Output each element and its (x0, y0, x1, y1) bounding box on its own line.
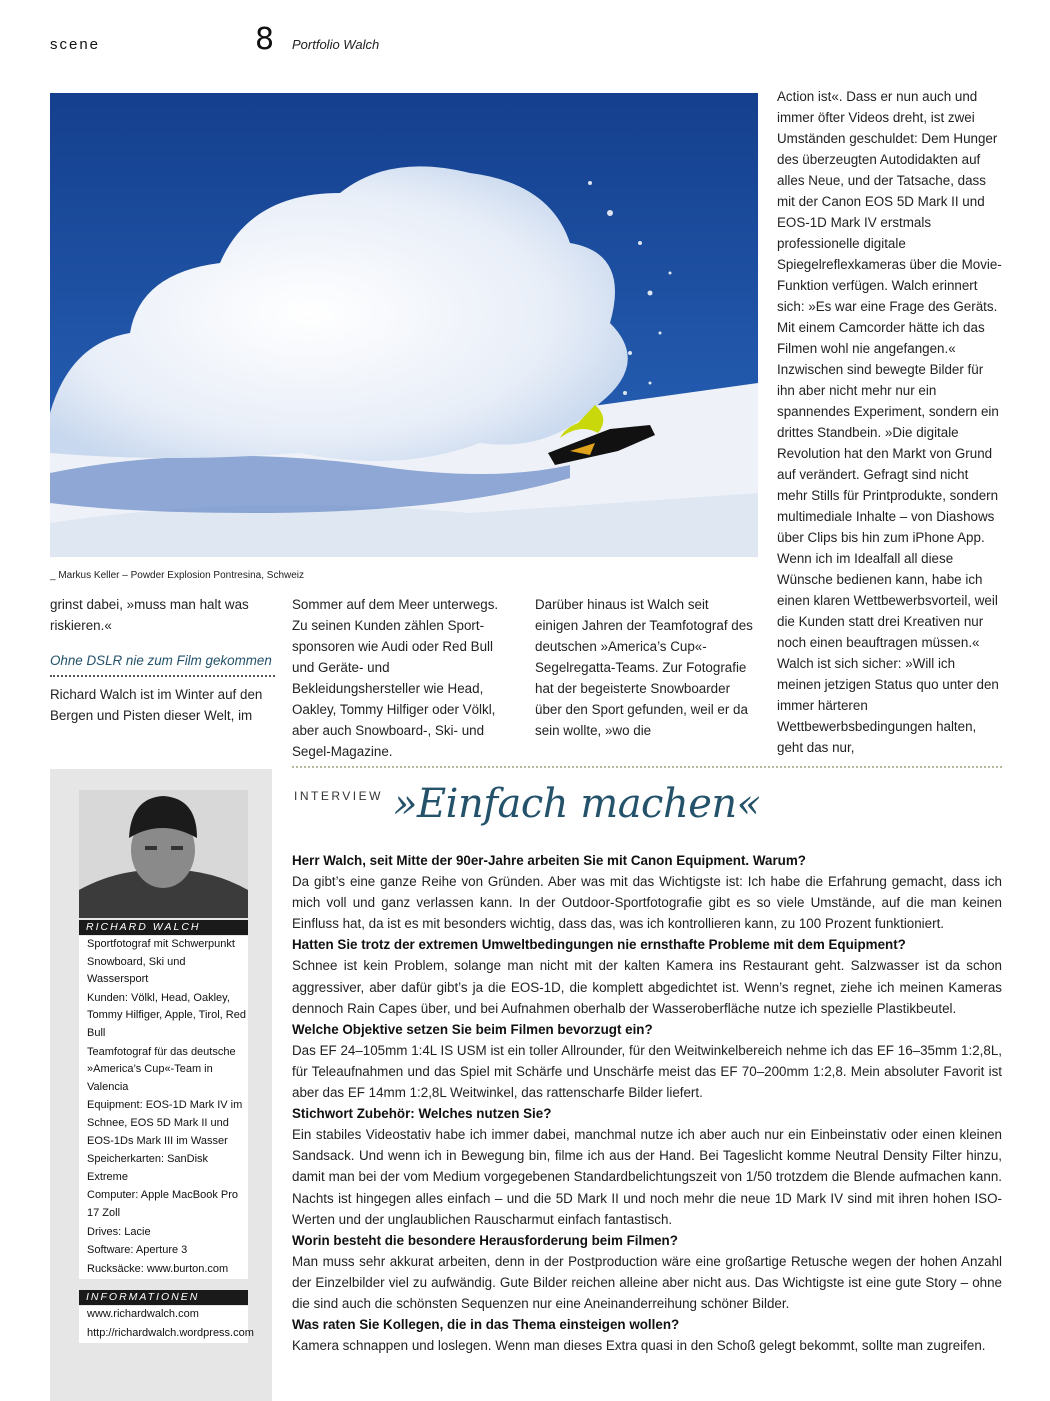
interview-question: Worin besteht die besondere Herausforderung beim Filmen? (292, 1232, 678, 1248)
sidebar-fact: Rucksäcke: www.burton.com (79, 1261, 248, 1280)
portrait-photo (79, 790, 248, 918)
column-3 (535, 594, 755, 741)
photo-caption: _ Markus Keller – Powder Explosion Pontresina, Schweiz (50, 570, 305, 581)
interview-answer: Da gibt’s eine ganze Reihe von Gründen. Aber was mit das Wichtigste ist: Ich habe die Erfahrung gemacht, dass ich mich voll und ganz verlassen kann. In der Outdoor-Sportfotografie gibt es so viele Umstände, auf die man keinen Einfluss hat, da ist es mit besonders wichtig, dass das, was ich kontrollieren kann, zu 100 Prozent funktioniert. (292, 874, 1002, 932)
sidebar-fact: Drives: Lacie (79, 1224, 248, 1243)
sidebar-fact: Computer: Apple MacBook Pro 17 Zoll (79, 1187, 248, 1223)
snowboard-photo (50, 93, 758, 557)
sidebar-info-list (79, 1306, 254, 1343)
interview-question: Stichwort Zubehör: Welches nutzen Sie? (292, 1106, 552, 1122)
interview-title: »Einfach machen« (393, 781, 761, 827)
sidebar-fact: Sportfotograf mit Schwerpunkt Snowboard, Ski und Wassersport (79, 936, 248, 990)
sidebar-fact: Speicherkarten: SanDisk Extreme (79, 1151, 248, 1187)
sidebar-info-heading: INFORMATIONEN (79, 1290, 248, 1305)
interview-label: INTERVIEW (294, 789, 383, 803)
dotted-divider (50, 675, 275, 677)
column-1 (50, 594, 275, 726)
interview-answer: Ein stabiles Videostativ habe ich immer dabei, manchmal nutze ich aber auch nur ein Einbeinstativ oder einen kleinen Sandsack. Und wenn ich in Bewegung bin, filme ich aus der Hand. Bei Tageslicht komme Neutral Density Filter hinzu, damit man bei der vom Medium vorgegebenen Standardbelichtungszeit von 1/50 trotzdem die Blende aufmachen kann. Nachts ist hingegen alles einfach – und die 5D Mark II und noch mehr die neue 1D Mark IV sind mit ihren hohen ISO-Werten und der unglaublichen Rauscharmut einfach fantastisch. (292, 1127, 1002, 1227)
interview-answer: Kamera schnappen und loslegen. Wenn man dieses Extra quasi in den Schoß gelegt bekommt, sollte man zugreifen. (292, 1338, 986, 1354)
section-title: Portfolio Walch (292, 37, 380, 52)
column-4-text: Action ist«. Dass er nun auch und immer öfter Videos dreht, ist zwei Umständen geschuldet: Dem Hunger des überzeugten Autodidakten auf alles Neue, und der Tatsache, dass mit der Canon EOS 5D Mark II und EOS-1D Mark IV erstmals professionelle digitale Spiegelreflexkameras über die Movie-Funktion verfügen. Walch erinnert sich: »Es war eine Frage des Geräts. Mit einem Camcorder hätte ich das Filmen wohl nie angefangen.« Inzwischen sind bewegte Bilder für ihn aber nicht mehr nur ein spannendes Experiment, sondern ein drittes Standbein. »Die digitale Revolution hat den Markt von Grund auf verändert. Gefragt sind nicht mehr Stills für Printprodukte, sondern multimediale Inhalte – von Diashows über Clips bis hin zum iPhone App. Wenn ich im Idealfall all diese Wünsche bedienen kann, habe ich einen klaren Wettbewerbsvorteil, weil die Kunden statt drei Kreativen nur noch einen beauftragen müssen.« Walch ist sich sicher: »Will ich meinen jetzigen Status quo unter den immer härteren Wettbewerbsbedingungen halten, geht das nur, (777, 89, 1002, 755)
page-number: 8 (255, 22, 275, 57)
column-3-text: Darüber hinaus ist Walch seit einigen Jahren der Teamfotograf des deutschen »America’s Cup«-Segelregatta-Teams. Zur Fotografie hat der begeisterte Snowboarder über den Sport gefunden, weil er da sein wollte, »wo die (535, 597, 753, 738)
website-link[interactable]: www.richardwalch.com (79, 1306, 248, 1325)
interview-answer: Man muss sehr akkurat arbeiten, denn in der Postproduction wäre eine großartige Retusche wegen der hohen Anzahl der Einzelbilder viel zu aufwändig. Gute Bilder reichen alleine aber nicht aus. Das Wichtigste ist eine gute Story – ohne die sind auch die schönsten Sequenzen nur eine Aneinanderreihung schöner Bilder. (292, 1253, 1002, 1311)
column-1-text-a: grinst dabei, »muss man halt was riskieren.« (50, 597, 249, 633)
sidebar-fact: Kunden: Völkl, Head, Oakley, Tommy Hilfiger, Apple, Tirol, Red Bull (79, 990, 248, 1044)
column-4 (777, 86, 1002, 758)
column-2-text: Sommer auf dem Meer unterwegs. Zu seinen Kunden zählen Sportsponsoren wie Audi oder Red Bull und Geräte- und Bekleidungshersteller wie Head, Oakley, Tommy Hilfiger oder Völkl, aber auch Snowboard-, Ski- und Segel-Magazine. (292, 597, 499, 759)
column-1-text-b: Richard Walch ist im Winter auf den Bergen und Pisten dieser Welt, im (50, 687, 263, 723)
sidebar-fact: Software: Aperture 3 (79, 1242, 248, 1261)
subheading: Ohne DSLR nie zum Film gekommen (50, 653, 272, 668)
sidebar-fact: Equipment: EOS-1D Mark IV im Schnee, EOS 5D Mark II und EOS-1Ds Mark III im Wasser (79, 1097, 248, 1151)
sidebar-facts-list (79, 936, 248, 1279)
interview-question: Hatten Sie trotz der extremen Umweltbedingungen nie ernsthafte Probleme mit dem Equipment? (292, 937, 906, 953)
column-2 (292, 594, 512, 762)
interview-body (292, 850, 1002, 1356)
sidebar-fact: Teamfotograf für das deutsche »America’s Cup«-Team in Valencia (79, 1044, 248, 1098)
interview-question: Herr Walch, seit Mitte der 90er-Jahre arbeiten Sie mit Canon Equipment. Warum? (292, 853, 806, 868)
interview-question: Was raten Sie Kollegen, die in das Thema einsteigen wollen? (292, 1317, 680, 1333)
magazine-logo: scene (50, 36, 101, 53)
interview-answer: Das EF 24–105mm 1:4L IS USM ist ein toller Allrounder, für den Weitwinkelbereich nehme ich das EF 16–35mm 1:2,8L, für Teleaufnahmen und das Spiel mit Schärfe und Unschärfe meist das EF 70–200mm 1:2,8. Mein absoluter Favorit ist aber das EF 14mm 1:2,8L Weitwinkel, das rattenscharfe Bilder liefert. (292, 1042, 1002, 1101)
blog-link[interactable]: http://richardwalch.wordpress.com (79, 1325, 248, 1344)
interview-answer: Schnee ist kein Problem, solange man nicht mit der kalten Kamera ins Restaurant geht. Salzwasser ist da schon aggressiver, aber dafür gibt’s ja die EOS-1D, die komplett abgedichtet ist. Wenn’s regnet, ziehe ich meinen Kameras dennoch Rain Capes über, und bei Aufnahmen oberhalb der Wasseroberfläche nutze ich spezielle Plastikbeutel. (292, 958, 1002, 1016)
sidebar-name-heading: RICHARD WALCH (79, 920, 248, 935)
interview-question: Welche Objektive setzen Sie beim Filmen bevorzugt ein? (292, 1021, 653, 1037)
interview-dotted-divider (292, 766, 1002, 768)
